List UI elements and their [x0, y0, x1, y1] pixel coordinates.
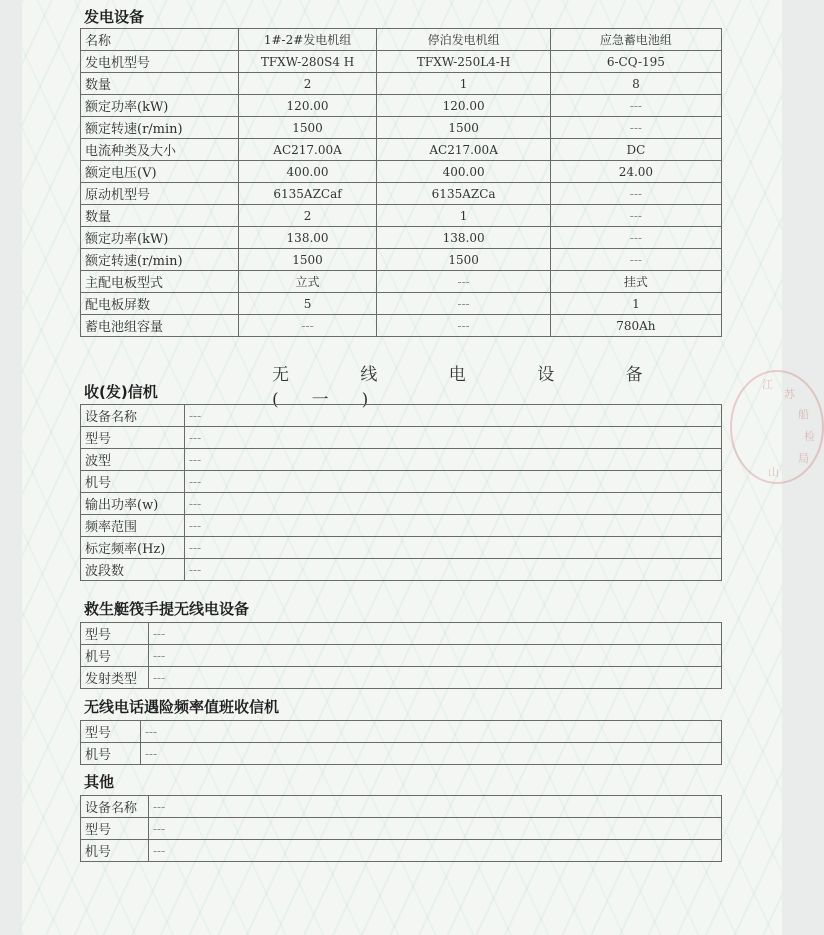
cell-value: ---: [238, 315, 377, 337]
row-label: 波段数: [81, 559, 185, 581]
transceiver-table: [80, 404, 722, 581]
cell-value: AC217.00A: [238, 139, 377, 161]
table-row: [81, 405, 722, 427]
table-row: [81, 161, 722, 183]
row-label: 额定转速(r/min): [81, 249, 239, 271]
cell-value: AC217.00A: [377, 139, 550, 161]
table-row: [81, 493, 722, 515]
inspection-stamp: [730, 370, 824, 484]
table-row: [81, 427, 722, 449]
table-row: [81, 117, 722, 139]
stamp-char: 检: [804, 430, 815, 443]
header-col-3: 应急蓄电池组: [550, 29, 721, 51]
row-label: 发射类型: [81, 667, 149, 689]
cell-value: ---: [185, 537, 722, 559]
section-title-power: 发电设备: [84, 8, 145, 26]
row-label: 型号: [81, 427, 185, 449]
row-label: 机号: [81, 840, 149, 862]
row-label: 数量: [81, 73, 239, 95]
table-row: [81, 623, 722, 645]
cell-value: DC: [550, 139, 721, 161]
cell-value: ---: [550, 183, 721, 205]
stamp-char: 苏: [784, 388, 795, 401]
cell-value: 1500: [238, 249, 377, 271]
cell-value: 6135AZCa: [377, 183, 550, 205]
row-label: 主配电板型式: [81, 271, 239, 293]
radio-equipment-title: 无 线 电 设 备(一): [272, 365, 676, 410]
section-title-other: 其他: [84, 773, 115, 791]
cell-value: ---: [550, 249, 721, 271]
distress-watch-table: [80, 720, 722, 765]
table-row: [81, 796, 722, 818]
row-label: 设备名称: [81, 796, 149, 818]
cell-value: ---: [185, 427, 722, 449]
table-row: [81, 449, 722, 471]
cell-value: 138.00: [238, 227, 377, 249]
cell-value: ---: [185, 493, 722, 515]
stamp-char: 江: [762, 378, 773, 391]
row-label: 原动机型号: [81, 183, 239, 205]
lifeboat-radio-table: [80, 622, 722, 689]
section-title-distress-watch: 无线电话遇险频率值班收信机: [84, 698, 280, 716]
document-page: [22, 0, 815, 935]
row-label: 额定功率(kW): [81, 95, 239, 117]
row-label: 输出功率(w): [81, 493, 185, 515]
row-label: 频率范围: [81, 515, 185, 537]
row-label: 蓄电池组容量: [81, 315, 239, 337]
section-title-lifeboat-radio: 救生艇筏手提无线电设备: [84, 600, 250, 618]
cell-value: 120.00: [377, 95, 550, 117]
cell-value: 2: [238, 205, 377, 227]
cell-value: 24.00: [550, 161, 721, 183]
stamp-char: 局: [798, 452, 809, 465]
cell-value: ---: [550, 117, 721, 139]
power-table-header: [81, 29, 722, 51]
cell-value: 120.00: [238, 95, 377, 117]
cell-value: TFXW-250L4-H: [377, 51, 550, 73]
stamp-char: 船: [798, 408, 809, 421]
cell-value: 1: [377, 205, 550, 227]
cell-value: ---: [377, 315, 550, 337]
table-row: [81, 95, 722, 117]
table-row: [81, 667, 722, 689]
cell-value: 1: [377, 73, 550, 95]
cell-value: 2: [238, 73, 377, 95]
table-row: [81, 840, 722, 862]
cell-value: ---: [185, 471, 722, 493]
other-table: [80, 795, 722, 862]
table-row: [81, 515, 722, 537]
table-row: [81, 721, 722, 743]
row-label: 机号: [81, 471, 185, 493]
cell-value: 1500: [238, 117, 377, 139]
cell-value: 1500: [377, 249, 550, 271]
cell-value: 挂式: [550, 271, 721, 293]
row-label: 设备名称: [81, 405, 185, 427]
row-label: 数量: [81, 205, 239, 227]
row-label: 额定功率(kW): [81, 227, 239, 249]
cell-value: ---: [550, 205, 721, 227]
cell-value: ---: [185, 405, 722, 427]
cell-value: ---: [149, 818, 722, 840]
row-label: 电流种类及大小: [81, 139, 239, 161]
cell-value: 6135AZCaf: [238, 183, 377, 205]
row-label: 标定频率(Hz): [81, 537, 185, 559]
section-title-transceiver: 收(发)信机: [84, 383, 158, 401]
row-label: 型号: [81, 721, 141, 743]
row-label: 发电机型号: [81, 51, 239, 73]
stamp-char: 山: [768, 466, 779, 479]
cell-value: TFXW-280S4 H: [238, 51, 377, 73]
cell-value: ---: [149, 645, 722, 667]
power-equipment-table: [80, 28, 722, 337]
table-row: [81, 818, 722, 840]
cell-value: ---: [377, 293, 550, 315]
cell-value: ---: [141, 721, 722, 743]
table-row: [81, 645, 722, 667]
header-name: 名称: [81, 29, 239, 51]
table-row: [81, 271, 722, 293]
cell-value: ---: [149, 623, 722, 645]
row-label: 型号: [81, 818, 149, 840]
table-row: [81, 73, 722, 95]
cell-value: ---: [141, 743, 722, 765]
table-row: [81, 139, 722, 161]
cell-value: ---: [149, 667, 722, 689]
cell-value: ---: [550, 227, 721, 249]
table-row: [81, 51, 722, 73]
table-row: [81, 315, 722, 337]
cell-value: 400.00: [377, 161, 550, 183]
cell-value: ---: [149, 796, 722, 818]
cell-value: 5: [238, 293, 377, 315]
table-row: [81, 227, 722, 249]
table-row: [81, 249, 722, 271]
row-label: 机号: [81, 743, 141, 765]
cell-value: ---: [550, 95, 721, 117]
cell-value: ---: [185, 515, 722, 537]
table-row: [81, 183, 722, 205]
cell-value: ---: [149, 840, 722, 862]
cell-value: ---: [185, 449, 722, 471]
table-row: [81, 537, 722, 559]
table-row: [81, 205, 722, 227]
cell-value: 1500: [377, 117, 550, 139]
row-label: 型号: [81, 623, 149, 645]
cell-value: ---: [185, 559, 722, 581]
table-row: [81, 471, 722, 493]
row-label: 配电板屏数: [81, 293, 239, 315]
header-col-1: 1#-2#发电机组: [238, 29, 377, 51]
cell-value: 立式: [238, 271, 377, 293]
table-row: [81, 293, 722, 315]
row-label: 机号: [81, 645, 149, 667]
cell-value: 8: [550, 73, 721, 95]
table-row: [81, 559, 722, 581]
header-col-2: 停泊发电机组: [377, 29, 550, 51]
cell-value: 400.00: [238, 161, 377, 183]
cell-value: 780Ah: [550, 315, 721, 337]
cell-value: 6-CQ-195: [550, 51, 721, 73]
table-row: [81, 743, 722, 765]
row-label: 波型: [81, 449, 185, 471]
row-label: 额定电压(V): [81, 161, 239, 183]
cell-value: ---: [377, 271, 550, 293]
cell-value: 1: [550, 293, 721, 315]
row-label: 额定转速(r/min): [81, 117, 239, 139]
cell-value: 138.00: [377, 227, 550, 249]
